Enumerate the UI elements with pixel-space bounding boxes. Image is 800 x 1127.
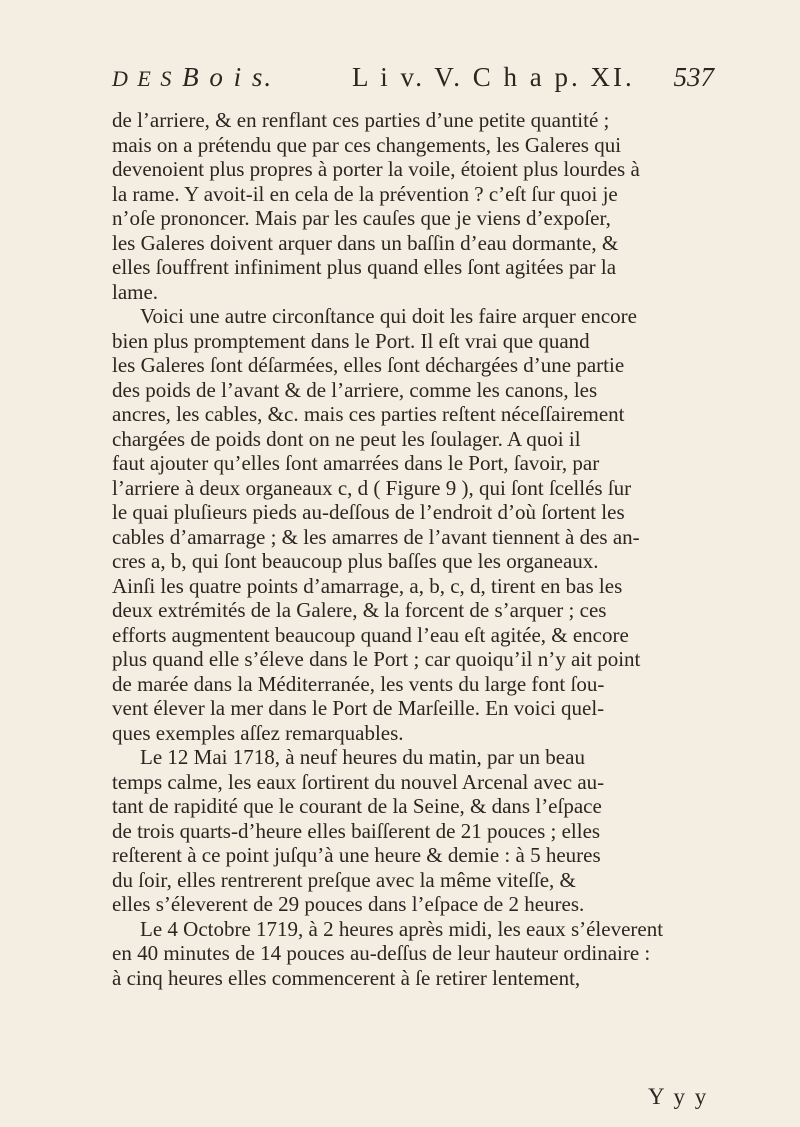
page-number: 537 xyxy=(673,62,714,92)
text-line: tant de rapidité que le courant de la Seine, & dans l’eſpace xyxy=(112,794,602,818)
text-line: le quai pluſieurs pieds au-deſſous de l’endroit d’où ſortent les xyxy=(112,500,625,524)
running-title-prefix: D E S xyxy=(112,66,174,91)
text-line: chargées de poids dont on ne peut les ſoulager. A quoi il xyxy=(112,426,581,451)
text-line: en 40 minutes de 14 pouces au-deſſus de leur hauteur ordinaire : xyxy=(112,941,651,965)
text-line: les Galeres doivent arquer dans un baſſin d’eau dormante, & xyxy=(112,230,619,255)
text-line: Le 12 Mai 1718, à neuf heures du matin, par un beau xyxy=(140,745,585,769)
text-line: reſterent à ce point juſqu’à une heure & demie : à 5 heures xyxy=(112,843,601,867)
text-line: mais on a prétendu que par ces changements, les Galeres qui xyxy=(112,132,622,157)
text-line: à cinq heures elles commencerent à ſe retirer lentement, xyxy=(112,965,581,990)
text-line: bien plus promptement dans le Port. Il eſt vrai que quand xyxy=(112,328,590,353)
running-header xyxy=(112,56,714,96)
text-line: ancres, les cables, &c. mais ces parties reſtent néceſſairement xyxy=(112,402,625,426)
body-text xyxy=(112,108,714,990)
text-line: cables d’amarrage ; & les amarres de l’avant tiennent à des an- xyxy=(112,524,640,549)
text-line: elles ſouffrent infiniment plus quand elles ſont agitées par la xyxy=(112,255,617,279)
running-title-main: B o i s. xyxy=(182,62,274,92)
text-line: la rame. Y avoit-il en cela de la prévention ? c’eſt ſur quoi je xyxy=(112,181,618,206)
text-line: les Galeres ſont déſarmées, elles ſont déchargées d’une partie xyxy=(112,353,625,377)
text-line: des poids de l’avant & de l’arriere, comme les canons, les xyxy=(112,377,598,402)
text-line: l’arriere à deux organeaux c, d ( Figure 9 ), qui ſont ſcellés ſur xyxy=(112,475,632,500)
text-line: ques exemples aſſez remarquables. xyxy=(112,720,404,745)
text-line: Ainſi les quatre points d’amarrage, a, b, c, d, tirent en bas les xyxy=(112,573,623,598)
text-line: Le 4 Octobre 1719, à 2 heures après midi, les eaux s’éleverent xyxy=(140,916,664,941)
text-line: Voici une autre circonſtance qui doit les faire arquer encore xyxy=(140,304,637,328)
text-line: efforts augmentent beaucoup quand l’eau eſt agitée, & encore xyxy=(112,622,629,647)
chapter-reference: L i v. V. C h a p. XI. xyxy=(352,62,635,92)
text-line: faut ajouter qu’elles ſont amarrées dans le Port, ſavoir, par xyxy=(112,451,600,475)
text-line: du ſoir, elles rentrerent preſque avec la même viteſſe, & xyxy=(112,867,576,892)
text-line: vent élever la mer dans le Port de Marſeille. En voici quel- xyxy=(112,696,605,720)
signature-mark: Y y y xyxy=(648,1084,709,1109)
text-line: n’oſe prononcer. Mais par les cauſes que je viens d’expoſer, xyxy=(112,206,611,230)
running-title xyxy=(112,62,273,93)
text-line: plus quand elle s’éleve dans le Port ; car quoiqu’il n’y ait point xyxy=(112,647,641,671)
text-line: deux extrémités de la Galere, & la forcent de s’arquer ; ces xyxy=(112,598,607,622)
text-line: elles s’éleverent de 29 pouces dans l’eſpace de 2 heures. xyxy=(112,892,585,916)
text-line: temps calme, les eaux ſortirent du nouvel Arcenal avec au- xyxy=(112,769,605,794)
text-line: de l’arriere, & en renflant ces parties d’une petite quantité ; xyxy=(112,108,610,132)
text-line: de marée dans la Méditerranée, les vents du large font ſou- xyxy=(112,671,605,696)
text-line: lame. xyxy=(112,279,159,304)
text-line: cres a, b, qui ſont beaucoup plus baſſes que les organeaux. xyxy=(112,549,599,573)
text-line: devenoient plus propres à porter la voile, étoient plus lourdes à xyxy=(112,157,640,181)
text-line: de trois quarts-d’heure elles baiſſerent de 21 pouces ; elles xyxy=(112,818,601,843)
